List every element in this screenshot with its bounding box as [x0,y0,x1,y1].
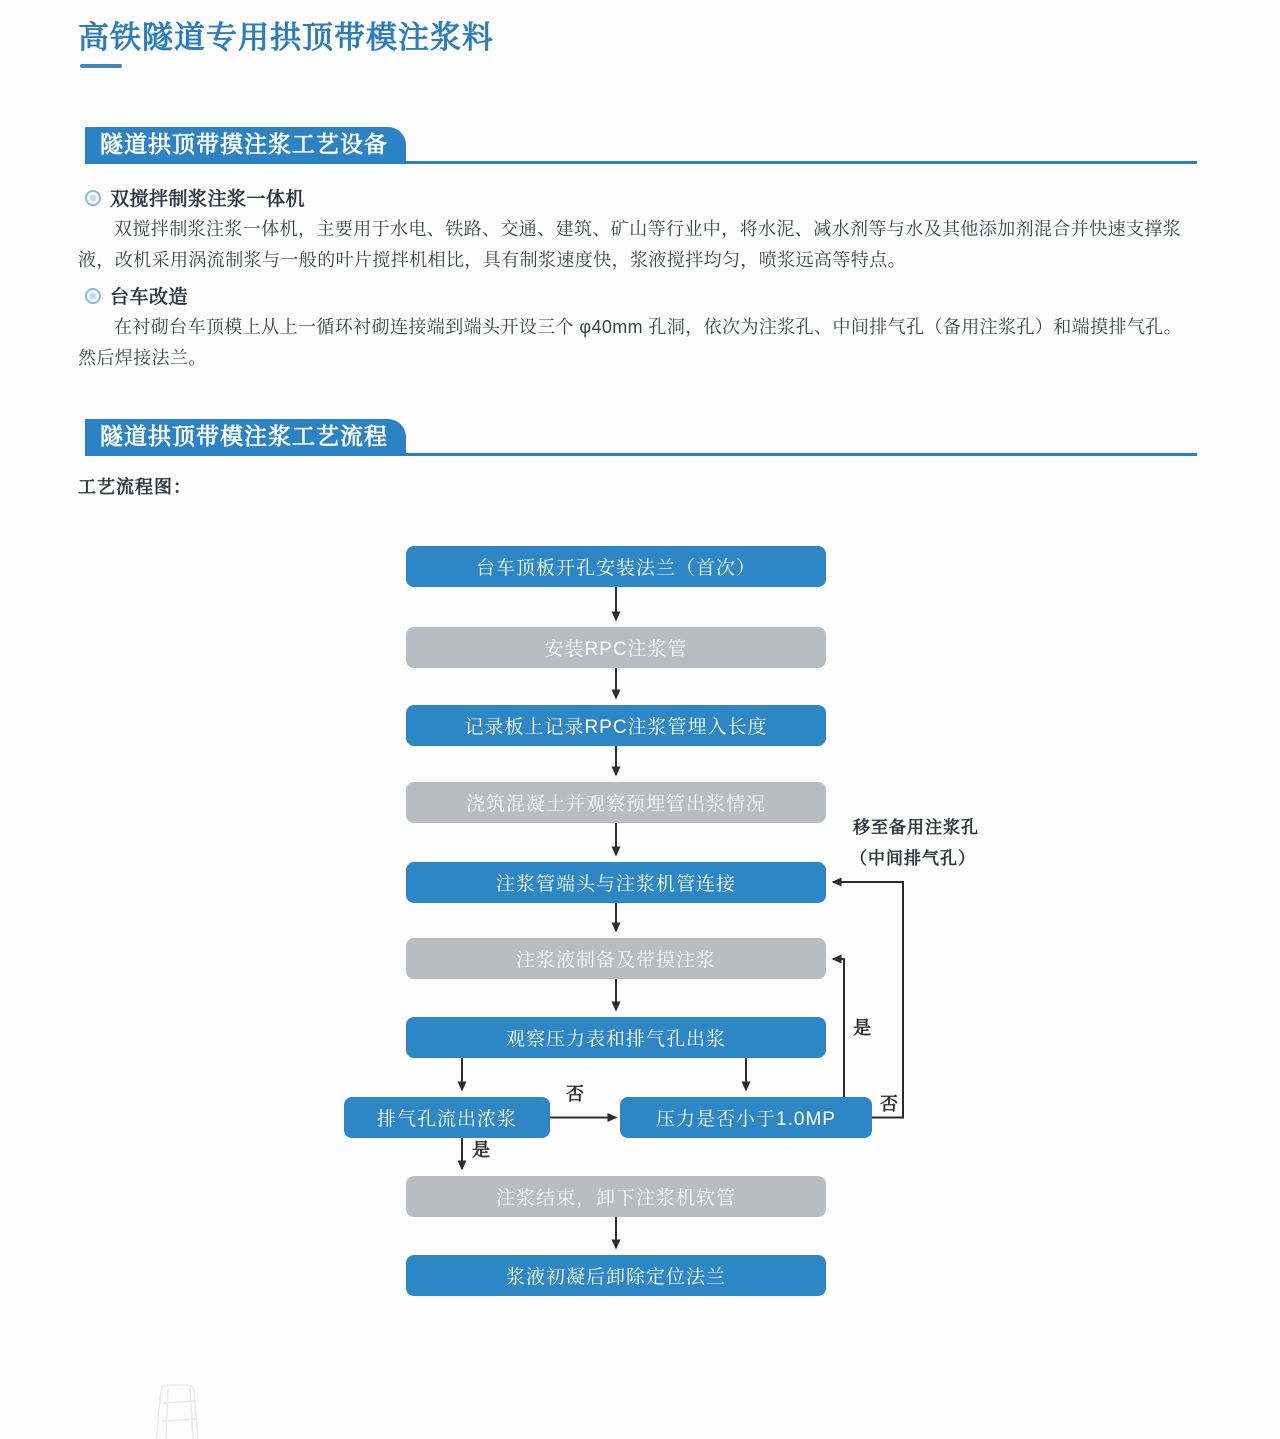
flow-step-3: 记录板上记录RPC注浆管埋入长度 [406,705,826,746]
diagram-label: 工艺流程图： [78,477,192,497]
section-badge-equipment: 隧道拱顶带摸注浆工艺设备 [85,127,406,161]
flow-step-2: 安装RPC注浆管 [406,627,826,668]
flow-step-6: 注浆液制备及带摸注浆 [406,938,826,979]
flow-step-10: 注浆结束，卸下注浆机软管 [406,1176,826,1217]
page-title: 高铁隧道专用拱顶带模注浆料 [78,20,494,55]
building-watermark-sketch [138,1383,228,1439]
section-header-equipment [85,127,1197,164]
flow-step-1: 台车顶板开孔安装法兰（首次） [406,546,826,587]
flow-note-line1: 移至备用注浆孔 [853,818,979,837]
ring-bullet-icon [85,288,101,304]
paragraph-trolley: 在衬砌台车顶模上从上一循环衬砌连接端到端头开设三个 φ40mm 孔洞，依次为注浆孔、中间排气孔（备用注浆孔）和端摸排气孔。然后焊接法兰。 [78,317,1183,368]
flow-step-7: 观察压力表和排气孔出浆 [406,1017,826,1058]
arrow-loop-no-to-step5 [833,882,903,1118]
section-header-process [85,419,1197,456]
arrow-loop-yes-to-step6 [833,959,844,1097]
bullet-title-mixer: 双搅拌制浆注浆一体机 [110,189,306,210]
flow-step-9: 压力是否小于1.0MP [620,1097,872,1138]
branch-label-no-left: 否 [566,1084,584,1104]
paragraph-mixer: 双搅拌制浆注浆一体机，主要用于水电、铁路、交通、建筑、矿山等行业中，将水泥、减水剂等与水及其他添加剂混合并快速支撑浆液，改机采用涡流制浆与一般的叶片搅拌机相比，具有制浆速度快，浆液搅拌均匀，喷浆远高等特点。 [78,219,1182,270]
branch-label-no-outer: 否 [880,1094,898,1114]
branch-label-yes-down: 是 [472,1140,490,1160]
process-flowchart [0,530,1280,1330]
branch-label-yes-inner: 是 [853,1018,871,1038]
flow-step-5: 注浆管端头与注浆机管连接 [406,862,826,903]
title-underline [80,64,122,68]
bullet-item-mixer [85,184,305,211]
flow-step-4: 浇筑混凝土并观察预埋管出浆情况 [406,782,826,823]
flow-step-11: 浆液初凝后卸除定位法兰 [406,1255,826,1296]
flow-note-line2: （中间排气孔） [850,849,976,868]
section-badge-process: 隧道拱顶带模注浆工艺流程 [85,419,406,453]
bullet-item-trolley [85,282,188,309]
bullet-title-trolley: 台车改造 [110,287,189,308]
ring-bullet-icon [85,190,101,206]
flow-step-8: 排气孔流出浓浆 [344,1097,550,1138]
